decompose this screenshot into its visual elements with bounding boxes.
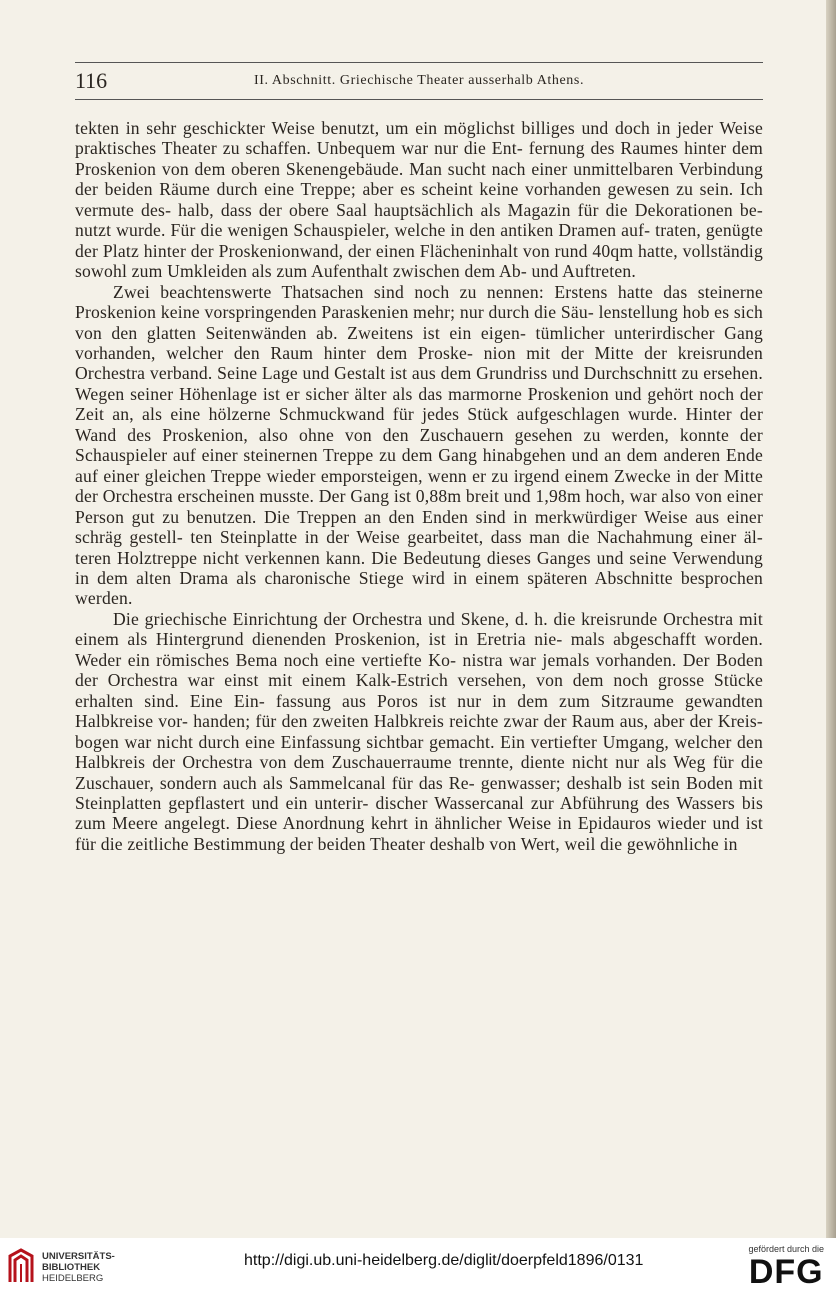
dfg-logo-icon: DFG	[748, 1253, 824, 1291]
dfg-sponsor[interactable]	[748, 1244, 824, 1290]
text-line: nistra war jemals vorhanden. Der Boden der Orchestra war einst mit einem	[75, 649, 763, 691]
text-line: 0,88m breit und 1,98m hoch, war also von einer Person gut zu benutzen. Die	[75, 486, 763, 527]
library-logo[interactable]	[6, 1248, 115, 1286]
text-line: bogen war nicht durch eine Einfassung sichtbar gemacht. Ein vertiefter Umgang,	[75, 731, 669, 752]
permalink[interactable]: http://digi.ub.uni-heidelberg.de/diglit/doerpfeld1896/0131	[244, 1252, 644, 1269]
text-line: halb, dass der obere Saal hauptsächlich als Magazin für die Dekorationen be-	[178, 199, 763, 220]
text-line: irgend einem Zwecke in der Mitte der Orchestra erscheinen musste. Der Gang ist	[75, 465, 763, 507]
text-line: Man sucht nach einer unmittelbaren Verbindung der beiden Räume durch eine	[75, 158, 763, 200]
text-line: steinerne Proskenion keine vorspringenden Paraskenien mehr; nur durch die Säu-	[75, 281, 763, 323]
running-title: II. Abschnitt. Griechische Theater ausserhalb Athens.	[253, 73, 585, 88]
text-line: lenstellung hob es sich von den glatten Seitenwänden ab. Zweitens ist ein eigen-	[75, 302, 763, 343]
text-line: ten Steinplatte in der Weise gearbeitet, dass man die Nachahmung einer äl-	[190, 527, 763, 548]
text-line: Bestimmung der beiden Theater deshalb von Wert, weil die gewöhnliche in	[193, 833, 738, 854]
sponsor-text: gefördert durch die	[748, 1244, 824, 1254]
text-line: nicht nur als Weg für die Zuschauer, sondern auch als Sammelcanal für das Re-	[75, 752, 763, 793]
text-line: Abschnitte besprochen werden.	[75, 567, 763, 609]
library-name-line2: BIBLIOTHEK	[42, 1261, 101, 1273]
paragraph-1	[75, 118, 763, 282]
text-line: Orchestra mit einem als Hintergrund dienenden Proskenion, ist in Eretria nie-	[75, 608, 764, 650]
text-line: Zwei beachtenswerte Thatsachen sind noch zu nennen: Erstens hatte das	[113, 281, 688, 302]
library-name-line3: HEIDELBERG	[42, 1272, 104, 1284]
text-line: Verwendung in dem alten Drama als charonische Stiege wird in einem späteren	[75, 547, 764, 588]
text-line: mals abgeschafft worden. Weder ein römisches Bema noch eine vertiefte Ko-	[75, 629, 763, 670]
ub-heidelberg-logo-icon	[6, 1248, 36, 1286]
text-line: welcher den Halbkreis der Orchestra von dem Zuschauerraume trennte, diente	[75, 731, 764, 773]
body-text	[75, 118, 763, 854]
text-line: Anordnung kehrt in ähnlicher Weise in Epidauros wieder und ist für die zeitliche	[75, 813, 763, 854]
text-line: als eine hölzerne Schmuckwand für jedes Stück aufgeschlagen wurde. Hinter der	[142, 404, 763, 425]
text-line: nutzt wurde. Für die wenigen Schauspieler, welche in den antiken Dramen auf-	[75, 220, 651, 241]
text-line: der Schauspieler auf einer steinernen Treppe zu dem Gang hinabgehen und an	[75, 424, 763, 466]
text-line: Treppen an den Enden sind in merkwürdiger Weise aus einer schräg gestell-	[75, 506, 763, 548]
text-line: Treppe; aber es scheint keine vorhanden gewesen zu sein. Ich vermute des-	[75, 179, 763, 220]
text-line: fernung des Raumes hinter dem Proskenion von dem oberen Skenengebäude.	[75, 138, 763, 179]
text-line: ist er sicher älter als das marmorne Proskenion und gehört noch der Zeit an,	[75, 383, 763, 425]
text-line: von rund 40qm hatte, vollständig sowohl zum Umkleiden als zum Aufenthalt	[75, 240, 763, 282]
text-line: nion mit der Mitte der kreisrunden Orchestra verband. Seine Lage und Gestalt	[75, 342, 763, 384]
paragraph-2	[75, 282, 763, 609]
page-header	[75, 62, 763, 100]
text-line: traten, genügte der Platz hinter der Proskenionwand, der einen Flächeninhalt	[75, 220, 763, 261]
text-line: dem anderen Ende auf einer gleichen Treppe wieder emporsteigen, wenn er zu	[75, 445, 763, 486]
paragraph-3	[75, 609, 763, 854]
text-line: ist aus dem Grundriss und Durchschnitt zu ersehen. Wegen seiner Höhenlage	[75, 363, 763, 404]
text-line: handen; für den zweiten Halbkreis reichte zwar der Raum aus, aber der Kreis-	[193, 711, 763, 732]
text-line: Die griechische Einrichtung der Orchestra und Skene, d. h. die kreisrunde	[113, 608, 658, 629]
text-line: teren Holztreppe nicht verkennen kann. Die Bedeutung dieses Ganges und seine	[75, 547, 667, 568]
text-line: zwischen dem Ab- und Auftreten.	[392, 261, 636, 282]
library-name-line1: UNIVERSITÄTS-	[42, 1250, 115, 1262]
viewer-footer	[0, 1238, 836, 1296]
text-line: tümlicher unterirdischer Gang vorhanden, welcher den Raum hinter dem Proske-	[75, 322, 764, 363]
text-line: Wand des Proskenion, also ohne von den Zuschauern gesehen zu werden, konnte	[75, 424, 730, 445]
text-line: in jeder Weise praktisches Theater zu schaffen. Unbequem war nur die Ent-	[75, 118, 763, 159]
text-line: Kalk-Estrich versehen, von dem noch grosse Stücke erhalten sind. Eine Ein-	[75, 670, 763, 711]
text-line: genwasser; deshalb ist sein Boden mit Steinplatten gepflastert und ein unterir-	[75, 772, 763, 813]
text-line: discher Wassercanal zur Abführung des Wassers bis zum Meere angelegt. Diese	[75, 792, 763, 834]
text-line: fassung aus Poros ist nur in dem zum Sitzraume gewandten Halbkreise vor-	[75, 690, 763, 732]
page-edge	[826, 0, 836, 1238]
page-number: 116	[75, 68, 108, 93]
text-line: tekten in sehr geschickter Weise benutzt, um ein möglichst billiges und doch	[75, 118, 650, 138]
